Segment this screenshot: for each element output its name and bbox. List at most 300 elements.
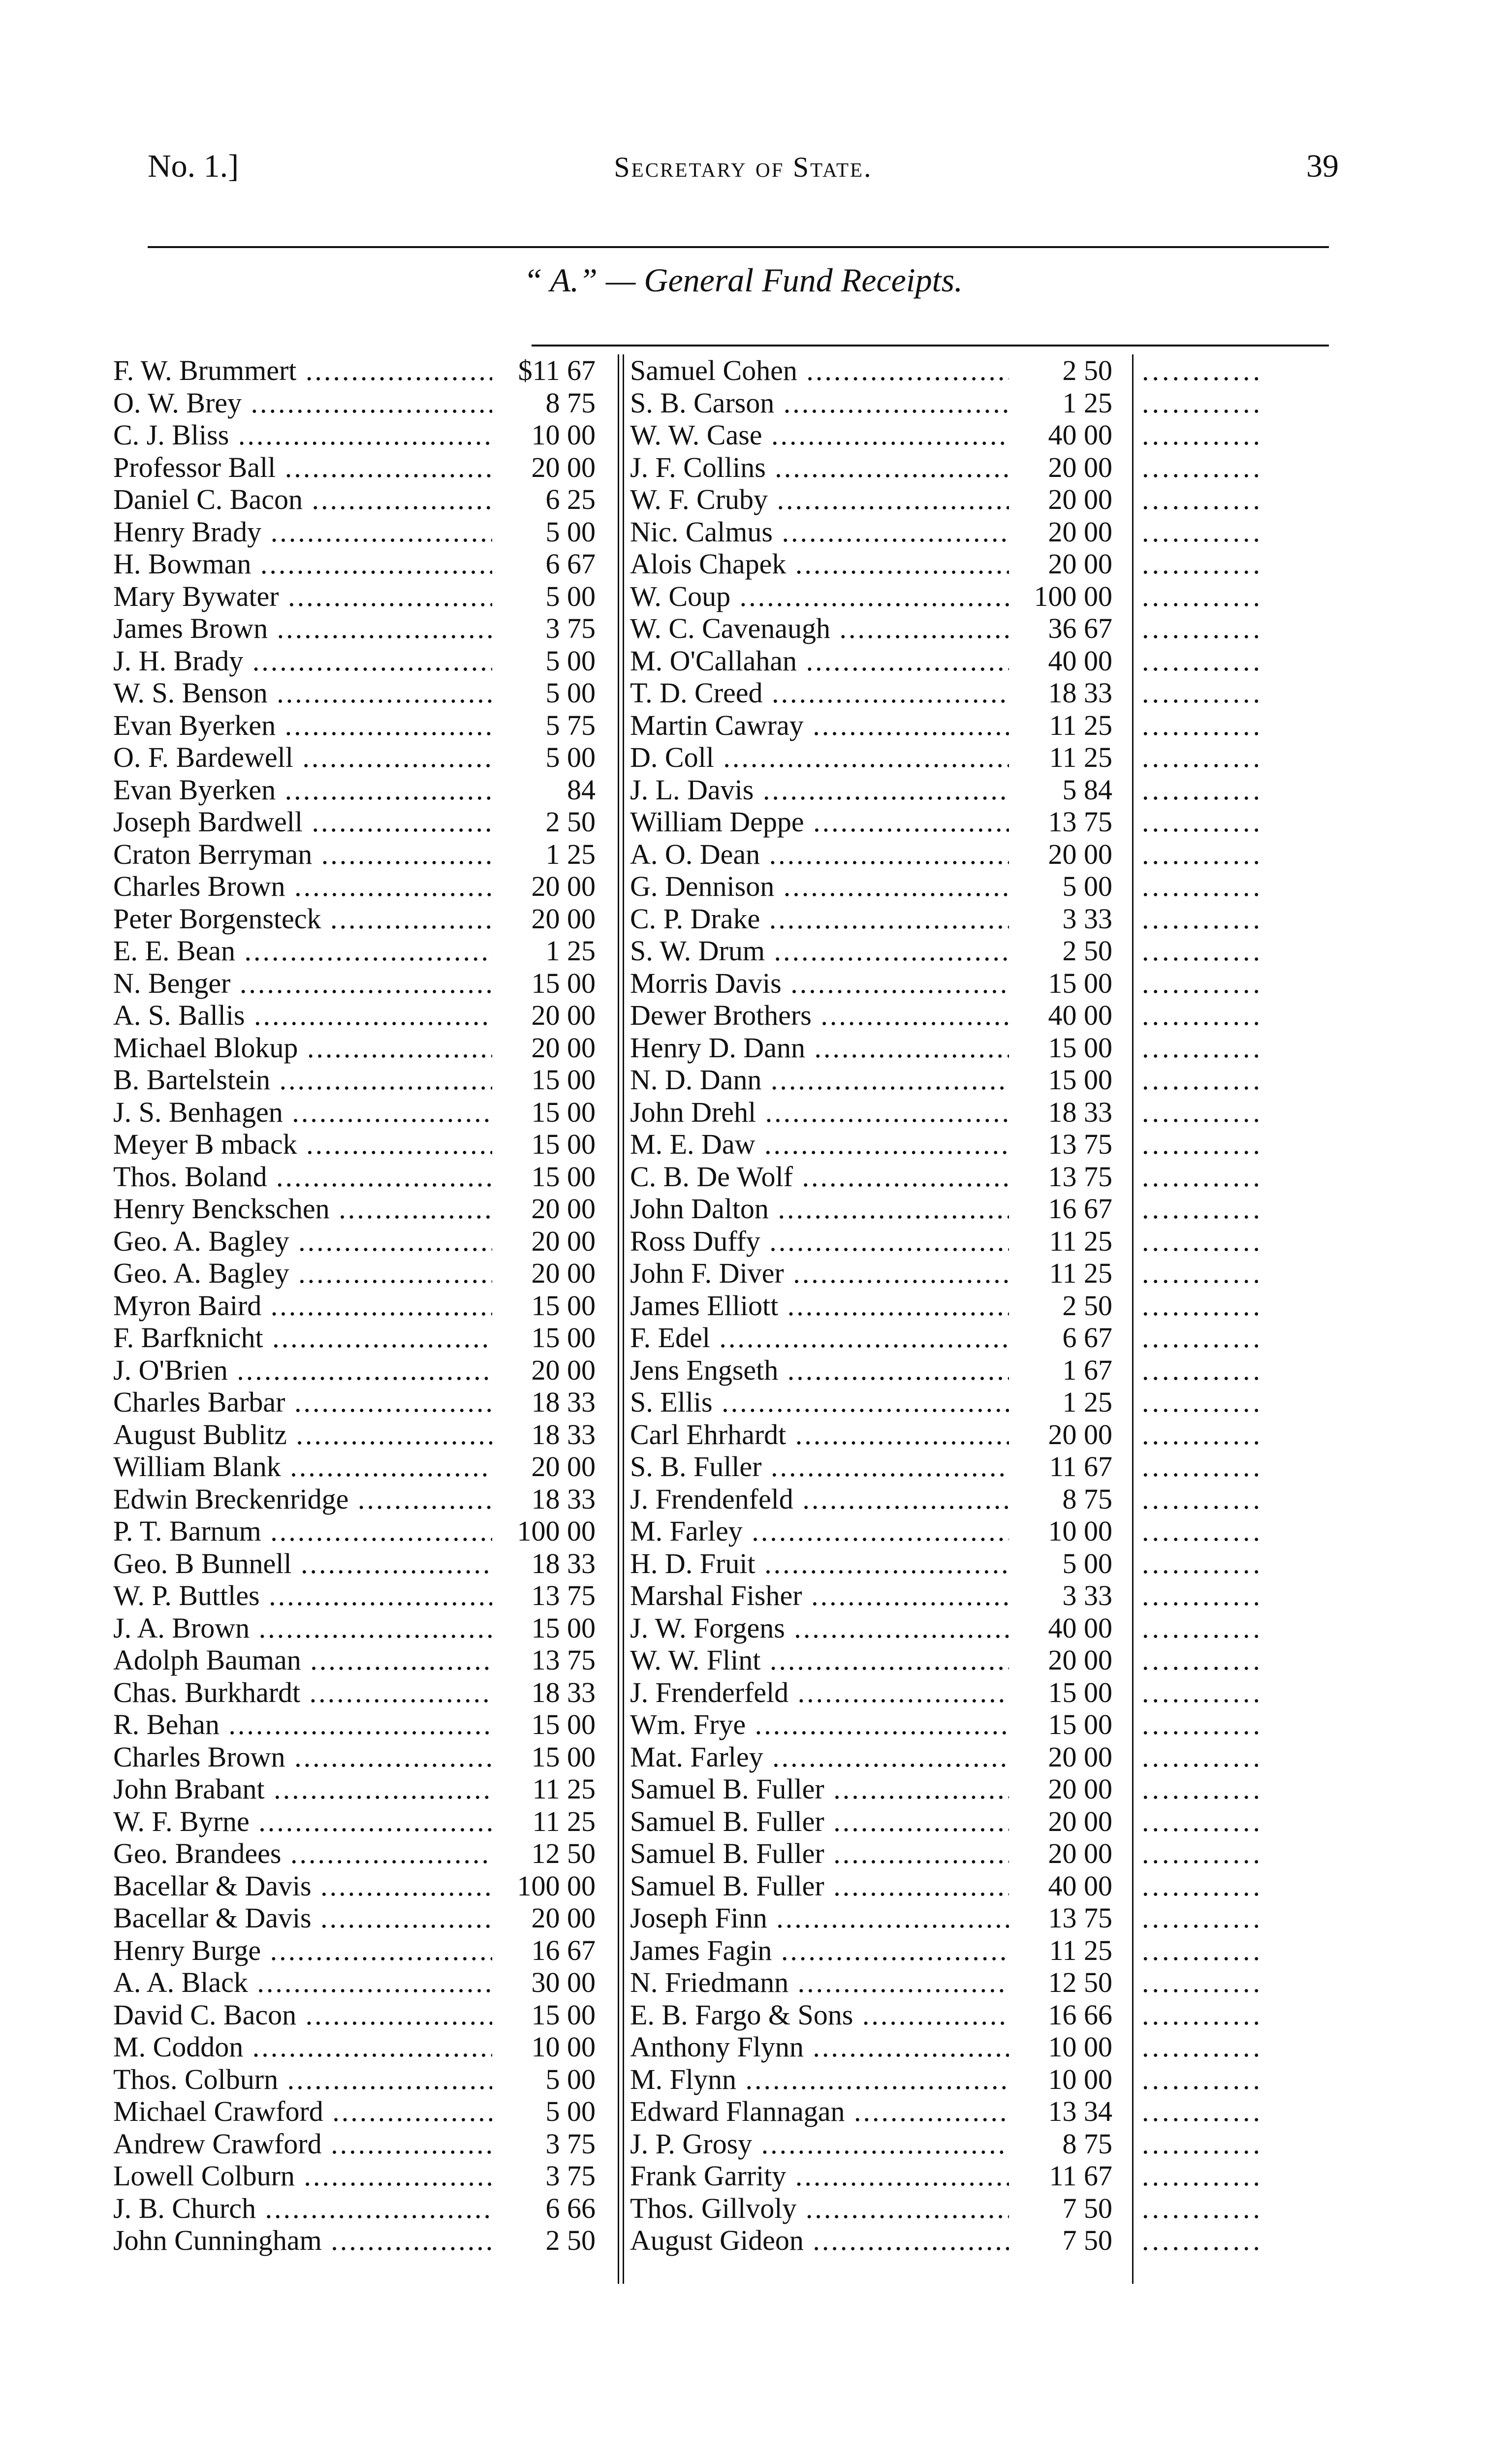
payer-name: Frank Garrity ..... — [630, 2160, 1009, 2192]
payer-name: August Bublitz ..... — [113, 1419, 492, 1451]
dot-leader: ............ — [1142, 677, 1263, 709]
receipt-row — [630, 935, 1122, 967]
dot-leader: ............ — [1142, 1644, 1263, 1676]
amount: $11 67 — [518, 354, 596, 386]
receipt-row — [113, 1837, 605, 1870]
amount: 13 75 — [1048, 1902, 1112, 1934]
payer-name: William Deppe ..... — [630, 806, 1009, 838]
receipt-row — [630, 1902, 1122, 1934]
payer-name: Michael Crawford ..... — [113, 2095, 492, 2128]
empty-entry-row — [1142, 1644, 1329, 1676]
payer-name: James Brown ..... — [113, 612, 492, 645]
receipt-row — [630, 1708, 1122, 1741]
payer-name: Thos. Gillvoly ..... — [630, 2192, 1009, 2225]
amount: 11 25 — [1049, 1225, 1112, 1257]
receipt-row — [630, 548, 1122, 580]
receipt-row — [630, 2224, 1122, 2257]
payer-name: A. A. Black ..... — [113, 1966, 492, 1999]
amount: 20 00 — [531, 1225, 596, 1257]
dot-leader: ............ — [1142, 1418, 1263, 1451]
payer-name: P. T. Barnum ..... — [113, 1515, 492, 1547]
receipt-row — [113, 1579, 605, 1612]
receipt-row — [113, 1064, 605, 1096]
dot-leader: ............ — [1142, 1386, 1263, 1418]
receipt-row — [630, 1870, 1122, 1902]
payer-name: Mat. Farley ..... — [630, 1741, 1009, 1773]
payer-name: M. Farley ..... — [630, 1515, 1009, 1547]
payer-name: Marshal Fisher ..... — [630, 1579, 1009, 1612]
dot-leader: ............ — [1142, 483, 1263, 515]
receipt-row — [630, 1419, 1122, 1451]
empty-entry-row — [1142, 1128, 1329, 1161]
amount: 15 00 — [1048, 1708, 1112, 1740]
dot-leader: ............ — [1142, 2127, 1263, 2160]
receipt-row — [113, 1322, 605, 1354]
page-header — [148, 148, 1339, 207]
empty-entry-row — [1142, 1999, 1329, 2031]
payer-name: C. P. Drake ..... — [630, 903, 1009, 935]
empty-entry-row — [1142, 1837, 1329, 1870]
receipt-row — [113, 2031, 605, 2063]
amount: 40 00 — [1048, 419, 1112, 451]
payer-name: Bacellar & Davis ..... — [113, 1902, 492, 1934]
receipt-row — [113, 1805, 605, 1838]
amount: 5 00 — [1062, 870, 1112, 902]
empty-entry-row — [1142, 1451, 1329, 1483]
empty-entry-row — [1142, 1579, 1329, 1612]
amount: 84 — [567, 773, 596, 806]
payer-name: James Fagin ..... — [630, 1934, 1009, 1967]
amount: 15 00 — [1048, 1064, 1112, 1096]
dot-leader: ............ — [1142, 1289, 1263, 1322]
payer-name: Anthony Flynn ..... — [630, 2031, 1009, 2063]
amount: 11 25 — [1049, 1934, 1112, 1966]
payer-name: C. J. Bliss ..... — [113, 419, 492, 451]
payer-name: F. W. Brummert ..... — [113, 354, 492, 387]
dot-leader: ............ — [1142, 612, 1263, 644]
receipt-row — [113, 354, 605, 387]
dot-leader: ............ — [1142, 451, 1263, 483]
receipt-row — [113, 419, 605, 451]
payer-name: Evan Byerken ..... — [113, 774, 492, 806]
amount: 13 75 — [1048, 1128, 1112, 1160]
dot-leader: ............ — [1142, 1515, 1263, 1547]
amount: 20 00 — [531, 902, 596, 935]
amount: 11 25 — [532, 1773, 596, 1805]
receipt-row — [630, 580, 1122, 613]
amount: 20 00 — [1048, 1805, 1112, 1837]
amount: 13 34 — [1048, 2095, 1112, 2127]
receipt-row — [630, 516, 1122, 548]
amount: 20 00 — [1048, 483, 1112, 515]
receipt-row — [113, 645, 605, 677]
payer-name: C. B. De Wolf ..... — [630, 1161, 1009, 1193]
receipt-row — [113, 612, 605, 645]
payer-name: Geo. B Bunnell ..... — [113, 1547, 492, 1580]
dot-leader: ............ — [1142, 548, 1263, 580]
amount: 11 67 — [1049, 2160, 1112, 2192]
receipt-row — [630, 709, 1122, 742]
amount: 2 50 — [545, 806, 596, 838]
receipt-row — [630, 419, 1122, 451]
payer-name: Michael Blokup ..... — [113, 1032, 492, 1064]
receipt-row — [630, 1096, 1122, 1129]
receipt-row — [630, 1354, 1122, 1387]
payer-name: Dewer Brothers ..... — [630, 999, 1009, 1032]
amount: 12 50 — [531, 1837, 596, 1869]
amount: 7 50 — [1062, 2192, 1112, 2224]
receipt-row — [113, 1644, 605, 1676]
payer-name: G. Dennison ..... — [630, 870, 1009, 903]
payer-name: Adolph Bauman ..... — [113, 1644, 492, 1676]
payer-name: J. O'Brien ..... — [113, 1354, 492, 1387]
empty-entry-row — [1142, 677, 1329, 709]
amount: 40 00 — [1048, 644, 1112, 677]
empty-entry-row — [1142, 387, 1329, 419]
amount: 10 00 — [531, 2031, 596, 2063]
amount: 3 75 — [545, 612, 596, 644]
receipt-row — [113, 1193, 605, 1225]
payer-name: M. E. Daw ..... — [630, 1128, 1009, 1161]
empty-entry-row — [1142, 1322, 1329, 1354]
payer-name: B. Bartelstein ..... — [113, 1064, 492, 1096]
receipt-row — [630, 1161, 1122, 1193]
empty-entry-row — [1142, 1902, 1329, 1934]
receipt-row — [113, 1161, 605, 1193]
payer-name: J. S. Benhagen ..... — [113, 1096, 492, 1129]
receipt-row — [113, 1515, 605, 1547]
empty-entry-row — [1142, 709, 1329, 742]
receipt-row — [113, 1773, 605, 1805]
payer-name: Craton Berryman ..... — [113, 838, 492, 871]
payer-name: Bacellar & Davis ..... — [113, 1870, 492, 1902]
receipt-row — [113, 1999, 605, 2031]
receipt-row — [630, 2160, 1122, 2192]
receipt-row — [113, 967, 605, 1000]
amount: 20 00 — [531, 1902, 596, 1934]
amount: 5 00 — [545, 515, 596, 548]
empty-entry-row — [1142, 2031, 1329, 2063]
amount: 18 33 — [1048, 1096, 1112, 1128]
empty-entry-row — [1142, 1805, 1329, 1838]
payer-name: Ross Duffy ..... — [630, 1225, 1009, 1258]
amount: 15 00 — [531, 1096, 596, 1128]
payer-name: Mary Bywater ..... — [113, 580, 492, 613]
payer-name: Evan Byerken ..... — [113, 709, 492, 742]
receipt-row — [630, 2128, 1122, 2160]
receipt-row — [630, 612, 1122, 645]
empty-entry-row — [1142, 1708, 1329, 1741]
payer-name: Lowell Colburn ..... — [113, 2160, 492, 2192]
amount: 13 75 — [531, 1579, 596, 1611]
payer-name: M. O'Callahan ..... — [630, 645, 1009, 677]
payer-name: S. Ellis ..... — [630, 1386, 1009, 1419]
dot-leader: ............ — [1142, 1160, 1263, 1193]
amount: 11 25 — [1049, 741, 1112, 773]
receipt-row — [630, 645, 1122, 677]
payer-name: N. D. Dann ..... — [630, 1064, 1009, 1096]
receipt-row — [630, 1257, 1122, 1290]
payer-name: J. W. Forgens ..... — [630, 1612, 1009, 1644]
payer-name: Henry Benckschen ..... — [113, 1193, 492, 1225]
payer-name: S. B. Carson ..... — [630, 387, 1009, 419]
amount: 13 75 — [531, 1644, 596, 1676]
payer-name: John F. Diver ..... — [630, 1257, 1009, 1290]
amount: 6 66 — [545, 2192, 596, 2224]
receipt-row — [113, 1451, 605, 1483]
receipt-row — [113, 1902, 605, 1934]
payer-name: Meyer B mback ..... — [113, 1128, 492, 1161]
amount: 16 67 — [1048, 1193, 1112, 1225]
payer-name: Charles Barbar ..... — [113, 1386, 492, 1419]
payer-name: W. W. Flint ..... — [630, 1644, 1009, 1676]
empty-entry-row — [1142, 2095, 1329, 2128]
receipts-column-3 — [1142, 354, 1329, 2257]
amount: 20 00 — [531, 870, 596, 902]
dot-leader: ............ — [1142, 644, 1263, 677]
amount: 30 00 — [531, 1966, 596, 1998]
receipt-row — [113, 2160, 605, 2192]
dot-leader: ............ — [1142, 902, 1263, 935]
payer-name: Professor Ball ..... — [113, 451, 492, 484]
amount: 20 00 — [531, 451, 596, 483]
payer-name: W. Coup ..... — [630, 580, 1009, 613]
dot-leader: ............ — [1142, 935, 1263, 967]
amount: 20 00 — [1048, 1644, 1112, 1676]
payer-name: Joseph Bardwell ..... — [113, 806, 492, 838]
receipt-row — [113, 903, 605, 935]
receipt-row — [113, 516, 605, 548]
amount: 5 00 — [545, 580, 596, 612]
payer-name: A. S. Ballis ..... — [113, 999, 492, 1032]
empty-entry-row — [1142, 1096, 1329, 1129]
payer-name: J. A. Brown ..... — [113, 1612, 492, 1644]
amount: 10 00 — [531, 419, 596, 451]
amount: 20 00 — [1048, 1418, 1112, 1451]
amount: 5 75 — [545, 709, 596, 741]
amount: 18 33 — [531, 1418, 596, 1451]
amount: 3 75 — [545, 2160, 596, 2192]
empty-entry-row — [1142, 1193, 1329, 1225]
empty-entry-row — [1142, 1290, 1329, 1322]
amount: 10 00 — [1048, 2031, 1112, 2063]
receipt-row — [630, 677, 1122, 709]
receipt-row — [630, 483, 1122, 516]
empty-entry-row — [1142, 1354, 1329, 1387]
dot-leader: ............ — [1142, 1869, 1263, 1902]
receipt-row — [630, 1032, 1122, 1064]
amount: 11 67 — [1049, 1451, 1112, 1483]
payer-name: J. Frendenfeld ..... — [630, 1483, 1009, 1515]
receipt-row — [113, 677, 605, 709]
payer-name: Samuel B. Fuller ..... — [630, 1837, 1009, 1870]
amount: 15 00 — [531, 1160, 596, 1193]
payer-name: W. P. Buttles ..... — [113, 1579, 492, 1612]
receipt-row — [113, 741, 605, 774]
amount: 3 33 — [1062, 1579, 1112, 1611]
receipt-row — [113, 1676, 605, 1709]
payer-name: August Gideon ..... — [630, 2224, 1009, 2257]
amount: 5 00 — [545, 677, 596, 709]
amount: 12 50 — [1048, 1966, 1112, 1998]
receipt-row — [113, 999, 605, 1032]
column-divider — [1132, 354, 1134, 2284]
dot-leader: ............ — [1142, 1483, 1263, 1515]
receipt-row — [113, 1483, 605, 1515]
receipt-row — [630, 741, 1122, 774]
dot-leader: ............ — [1142, 741, 1263, 773]
receipt-row — [630, 774, 1122, 806]
receipt-row — [630, 2095, 1122, 2128]
amount: 18 33 — [1048, 677, 1112, 709]
dot-leader: ............ — [1142, 1064, 1263, 1096]
receipts-column-1 — [113, 354, 605, 2257]
payer-name: E. B. Fargo & Sons ..... — [630, 1999, 1009, 2031]
amount: 2 50 — [1062, 1289, 1112, 1322]
payer-name: Joseph Finn ..... — [630, 1902, 1009, 1934]
dot-leader: ............ — [1142, 1322, 1263, 1354]
payer-name: John Cunningham ..... — [113, 2224, 492, 2257]
receipt-row — [113, 1966, 605, 1999]
payer-name: M. Flynn ..... — [630, 2063, 1009, 2096]
amount: 18 33 — [531, 1483, 596, 1515]
amount: 5 00 — [1062, 1547, 1112, 1579]
payer-name: Edward Flannagan ..... — [630, 2095, 1009, 2128]
payer-name: J. L. Davis ..... — [630, 774, 1009, 806]
empty-entry-row — [1142, 548, 1329, 580]
dot-leader: ............ — [1142, 2192, 1263, 2224]
dot-leader: ............ — [1142, 580, 1263, 612]
receipt-row — [630, 1773, 1122, 1805]
payer-name: Thos. Boland ..... — [113, 1161, 492, 1193]
empty-entry-row — [1142, 2224, 1329, 2257]
payer-name: Charles Brown ..... — [113, 870, 492, 903]
empty-entry-row — [1142, 354, 1329, 387]
receipt-row — [630, 2031, 1122, 2063]
receipt-row — [630, 1966, 1122, 1999]
empty-entry-row — [1142, 870, 1329, 903]
dot-leader: ............ — [1142, 1773, 1263, 1805]
amount: 5 00 — [545, 644, 596, 677]
payer-name: Martin Cawray ..... — [630, 709, 1009, 742]
dot-leader: ............ — [1142, 1837, 1263, 1869]
empty-entry-row — [1142, 2192, 1329, 2225]
amount: 6 25 — [545, 483, 596, 515]
receipt-row — [113, 870, 605, 903]
receipt-row — [630, 1676, 1122, 1709]
payer-name: W. S. Benson ..... — [113, 677, 492, 709]
amount: 40 00 — [1048, 1869, 1112, 1902]
amount: 18 33 — [531, 1676, 596, 1708]
amount: 100 00 — [517, 1869, 596, 1902]
receipt-row — [630, 2192, 1122, 2225]
empty-entry-row — [1142, 2063, 1329, 2096]
receipt-row — [630, 354, 1122, 387]
receipt-row — [113, 2192, 605, 2225]
empty-entry-row — [1142, 806, 1329, 838]
payer-name: Andrew Crawford ..... — [113, 2128, 492, 2160]
amount: 16 67 — [531, 1934, 596, 1966]
empty-entry-row — [1142, 1547, 1329, 1580]
amount: 20 00 — [531, 999, 596, 1031]
empty-entry-row — [1142, 483, 1329, 516]
payer-name: O. W. Brey ..... — [113, 387, 492, 419]
amount: 13 75 — [1048, 1160, 1112, 1193]
dot-leader: ............ — [1142, 354, 1263, 386]
receipt-row — [113, 2224, 605, 2257]
receipt-row — [630, 1225, 1122, 1258]
empty-entry-row — [1142, 645, 1329, 677]
empty-entry-row — [1142, 451, 1329, 484]
payer-name: M. Coddon ..... — [113, 2031, 492, 2063]
top-rule — [148, 246, 1329, 248]
payer-name: J. F. Collins ..... — [630, 451, 1009, 484]
empty-entry-row — [1142, 1419, 1329, 1451]
dot-leader: ............ — [1142, 870, 1263, 902]
receipt-row — [113, 483, 605, 516]
amount: 2 50 — [1062, 935, 1112, 967]
receipt-row — [630, 870, 1122, 903]
payer-name: Jens Engseth ..... — [630, 1354, 1009, 1387]
receipt-row — [113, 1225, 605, 1258]
dot-leader: ............ — [1142, 773, 1263, 806]
amount: 6 67 — [545, 548, 596, 580]
amount: 13 75 — [1048, 806, 1112, 838]
empty-entry-row — [1142, 1257, 1329, 1290]
receipt-row — [113, 451, 605, 484]
payer-name: Samuel B. Fuller ..... — [630, 1870, 1009, 1902]
table-title: “ A.” — General Fund Receipts. — [523, 261, 963, 299]
payer-name: Samuel Cohen ..... — [630, 354, 1009, 387]
receipt-row — [113, 387, 605, 419]
dot-leader: ............ — [1142, 2160, 1263, 2192]
dot-leader: ............ — [1142, 1193, 1263, 1225]
empty-entry-row — [1142, 1386, 1329, 1419]
amount: 20 00 — [1048, 1837, 1112, 1869]
empty-entry-row — [1142, 1966, 1329, 1999]
receipt-row — [630, 1934, 1122, 1967]
empty-entry-row — [1142, 2160, 1329, 2192]
empty-entry-row — [1142, 1483, 1329, 1515]
receipt-row — [113, 1419, 605, 1451]
payer-name: J. P. Grosy ..... — [630, 2128, 1009, 2160]
receipt-row — [630, 1128, 1122, 1161]
receipt-row — [630, 1451, 1122, 1483]
dot-leader: ............ — [1142, 1740, 1263, 1773]
empty-entry-row — [1142, 516, 1329, 548]
receipt-row — [630, 1741, 1122, 1773]
amount: 8 75 — [1062, 1483, 1112, 1515]
receipt-row — [630, 1483, 1122, 1515]
payer-name: Henry D. Dann ..... — [630, 1032, 1009, 1064]
payer-name: Thos. Colburn ..... — [113, 2063, 492, 2096]
receipt-row — [630, 1193, 1122, 1225]
amount: 2 50 — [545, 2224, 596, 2256]
dot-leader: ............ — [1142, 1579, 1263, 1611]
amount: 20 00 — [1048, 548, 1112, 580]
payer-name: R. Behan ..... — [113, 1708, 492, 1741]
amount: 15 00 — [1048, 1031, 1112, 1064]
receipt-row — [113, 1032, 605, 1064]
receipt-row — [630, 1547, 1122, 1580]
receipt-row — [113, 1708, 605, 1741]
dot-leader: ............ — [1142, 709, 1263, 741]
payer-name: James Elliott ..... — [630, 1290, 1009, 1322]
receipt-row — [630, 1064, 1122, 1096]
receipt-row — [113, 1547, 605, 1580]
dot-leader: ............ — [1142, 515, 1263, 548]
amount: 20 00 — [1048, 1773, 1112, 1805]
